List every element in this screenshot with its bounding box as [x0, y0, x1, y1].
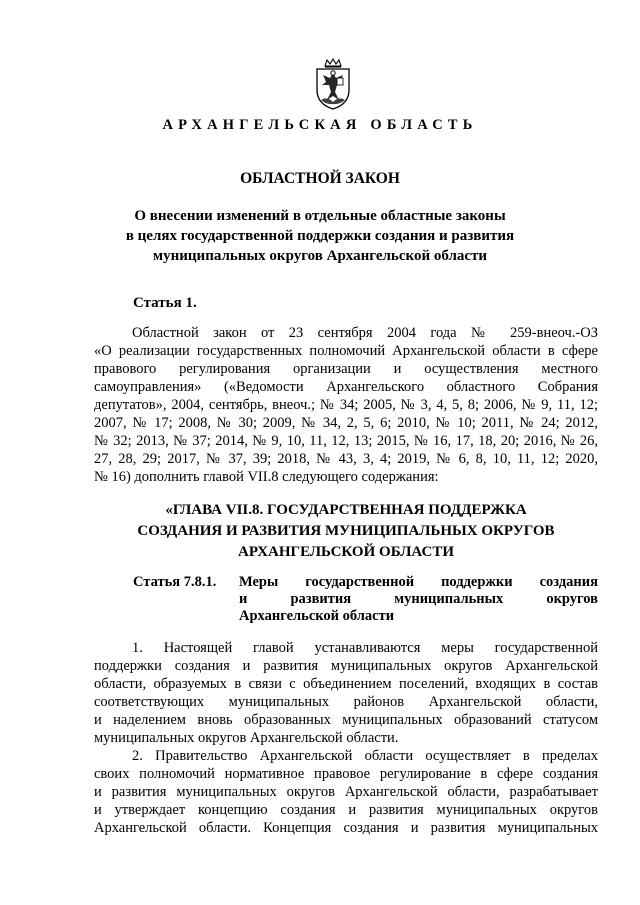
text-line: и развития муниципальных округов Архангельской области, разрабатывает [94, 784, 598, 800]
article-7-8-1-title [239, 574, 598, 625]
text-line: муниципальных округов Архангельской области. [94, 730, 399, 746]
point-2-text [94, 747, 598, 837]
text-line: № 16) дополнить главой VII.8 следующего содержания: [94, 469, 439, 485]
text-line: и наделением вновь образованных муниципальных образований статусом [94, 712, 598, 728]
text-line: 1. Настоящей главой устанавливаются меры государственной [132, 640, 598, 656]
text-line: 2. Правительство Архангельской области осуществляет в пределах [132, 748, 598, 764]
text-line: «О реализации государственных полномочий Архангельской области в сфере [94, 343, 598, 359]
text-line: депутатов», 2004, сентябрь, внеоч.; № 34; 2005, № 3, 4, 5, 8; 2006, № 9, 11, 12; [94, 397, 598, 413]
point-1-text [94, 639, 598, 747]
article-title-line: Архангельской области [239, 608, 395, 624]
article-1-text [94, 324, 598, 486]
law-type-heading: ОБЛАСТНОЙ ЗАКОН [240, 170, 400, 187]
text-line: 27, 28, 29; 2017, № 37, 39; 2018, № 43, 3, 4; 2019, № 6, 8, 10, 11, 12; 2020, [94, 451, 598, 467]
text-line: правового регулирования организации и осуществления местного [94, 361, 598, 377]
law-title [120, 206, 520, 266]
text-line: и утверждает концепцию создания и развития муниципальных округов [94, 802, 598, 818]
article-title-line: и развития муниципальных округов [239, 591, 598, 607]
chapter-heading [94, 500, 598, 563]
article-title-line: Меры государственной поддержки создания [239, 574, 598, 590]
chapter-heading-line: СОЗДАНИЯ И РАЗВИТИЯ МУНИЦИПАЛЬНЫХ ОКРУГОВ [137, 523, 555, 539]
region-heading: АРХАНГЕЛЬСКАЯ ОБЛАСТЬ [162, 117, 478, 133]
article-1-heading: Статья 1. [133, 295, 197, 311]
text-line: своих полномочий нормативное правовое регулирование в сфере создания [94, 766, 598, 782]
chapter-heading-line: АРХАНГЕЛЬСКОЙ ОБЛАСТИ [238, 544, 454, 560]
article-7-8-1-label: Статья 7.8.1. [133, 574, 217, 590]
law-title-line: муниципальных округов Архангельской области [152, 248, 488, 264]
law-title-line: О внесении изменений в отдельные областные законы [134, 208, 506, 224]
text-line: самоуправления» («Ведомости Архангельского областного Собрания [94, 379, 598, 395]
text-line: Областной закон от 23 сентября 2004 года № 259-внеоч.-ОЗ [132, 325, 598, 341]
text-line: соответствующих муниципальных районов Архангельской области, [94, 694, 598, 710]
text-line: № 32; 2013, № 37; 2014, № 9, 10, 11, 12, 13; 2015, № 16, 17, 18, 20; 2016, № 26, [94, 433, 598, 449]
text-line: 2007, № 17; 2008, № 30; 2009, № 34, 2, 5, 6; 2010, № 10; 2011, № 24; 2012, [94, 415, 598, 431]
text-line: Архангельской области. Концепция создания и развития муниципальных [94, 820, 598, 836]
coat-of-arms-icon [313, 58, 353, 110]
text-line: поддержки создания и развития муниципальных округов Архангельской [94, 658, 598, 674]
chapter-heading-line: «ГЛАВА VII.8. ГОСУДАРСТВЕННАЯ ПОДДЕРЖКА [165, 502, 527, 518]
law-title-line: в целях государственной поддержки создания и развития [125, 228, 515, 244]
text-line: области, образуемых в связи с объединением поселений, входящих в состав [94, 676, 598, 692]
